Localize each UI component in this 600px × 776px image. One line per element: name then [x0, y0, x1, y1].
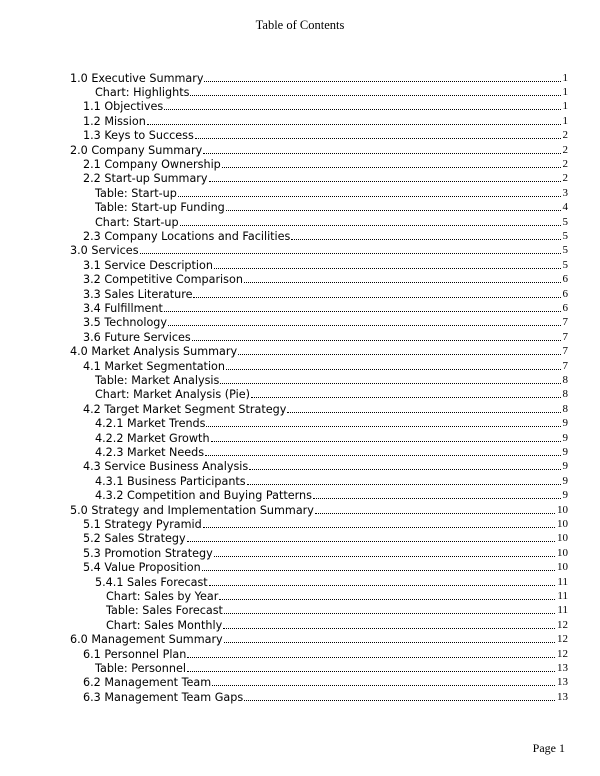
dot-leader — [226, 210, 561, 211]
toc-entry[interactable] — [83, 113, 568, 128]
toc-entry-page: 5 — [562, 229, 568, 242]
toc-entry-page: 7 — [562, 359, 568, 372]
toc-entry[interactable] — [106, 603, 568, 618]
toc-entry-page: 9 — [562, 417, 568, 430]
toc-entry[interactable] — [83, 401, 568, 416]
toc-entry-page: 9 — [562, 445, 568, 458]
toc-entry-label: Chart: Highlights — [95, 85, 190, 99]
toc-entry-label: Chart: Sales by Year — [106, 589, 219, 603]
toc-entry[interactable] — [83, 128, 568, 143]
dot-leader — [202, 570, 555, 571]
toc-entry[interactable] — [95, 430, 568, 445]
dot-leader — [214, 268, 561, 269]
toc-entry[interactable] — [70, 632, 568, 647]
toc-entry-label: 5.4 Value Proposition — [83, 561, 201, 575]
toc-entry[interactable] — [83, 689, 568, 704]
toc-entry-label: Table: Start-up — [95, 186, 177, 200]
toc-entry[interactable] — [83, 560, 568, 575]
toc-entry-label: 3.4 Fulfillment — [83, 301, 163, 315]
toc-entry[interactable] — [95, 574, 568, 589]
dot-leader — [247, 484, 561, 485]
toc-entry-page: 10 — [557, 517, 568, 530]
toc-entry-label: 3.3 Sales Literature — [83, 287, 193, 301]
toc-entry-page: 9 — [562, 431, 568, 444]
dot-leader — [168, 325, 560, 326]
toc-entry-page: 8 — [562, 373, 568, 386]
toc-entry-label: 3.0 Services — [70, 244, 139, 258]
toc-entry[interactable] — [70, 243, 568, 258]
toc-entry-label: 4.1 Market Segmentation — [83, 359, 225, 373]
dot-leader — [211, 441, 561, 442]
toc-entry[interactable] — [83, 459, 568, 474]
toc-entry[interactable] — [95, 444, 568, 459]
toc-entry[interactable] — [83, 99, 568, 114]
toc-entry-page: 11 — [557, 575, 568, 588]
toc-entry-label: 2.3 Company Locations and Facilities — [83, 229, 291, 243]
dot-leader — [147, 124, 561, 125]
dot-leader — [224, 613, 555, 614]
dot-leader — [204, 81, 560, 82]
toc-entry-page: 10 — [557, 546, 568, 559]
toc-entry-page: 5 — [562, 215, 568, 228]
toc-entry-page: 2 — [562, 129, 568, 142]
toc-entry-page: 2 — [562, 172, 568, 185]
toc-entry[interactable] — [95, 387, 568, 402]
toc-entry[interactable] — [95, 214, 568, 229]
toc-entry-label: Table: Market Analysis — [95, 373, 220, 387]
toc-entry-label: 5.3 Promotion Strategy — [83, 546, 213, 560]
toc-entry-page: 13 — [557, 690, 568, 703]
toc-entry-page: 6 — [562, 287, 568, 300]
toc-entry-page: 3 — [562, 186, 568, 199]
toc-entry[interactable] — [70, 142, 568, 157]
toc-entry[interactable] — [83, 228, 568, 243]
toc-entry[interactable] — [95, 488, 568, 503]
toc-entry[interactable] — [95, 473, 568, 488]
toc-entry[interactable] — [83, 156, 568, 171]
toc-entry-label: 2.0 Company Summary — [70, 143, 203, 157]
toc-entry-label: 1.2 Mission — [83, 114, 146, 128]
toc-entry-label: 1.1 Objectives — [83, 100, 164, 114]
toc-entry-page: 7 — [562, 345, 568, 358]
toc-entry-label: 5.1 Strategy Pyramid — [83, 517, 202, 531]
toc-entry-label: 4.0 Market Analysis Summary — [70, 345, 238, 359]
dot-leader — [287, 412, 560, 413]
dot-leader — [244, 282, 561, 283]
dot-leader — [190, 95, 560, 96]
dot-leader — [313, 498, 561, 499]
dot-leader — [219, 599, 555, 600]
toc-entry[interactable] — [83, 358, 568, 373]
toc-entry-label: 4.3.2 Competition and Buying Patterns — [95, 489, 312, 503]
toc-entry-page: 2 — [562, 143, 568, 156]
toc-entry[interactable] — [83, 675, 568, 690]
dot-leader — [187, 657, 555, 658]
toc-entry-label: Chart: Sales Monthly — [106, 618, 223, 632]
toc-entry[interactable] — [95, 660, 568, 675]
toc-entry-page: 12 — [557, 647, 568, 660]
toc-entry-label: 6.3 Management Team Gaps — [83, 690, 244, 704]
toc-entry-label: 5.4.1 Sales Forecast — [95, 575, 208, 589]
toc-entry[interactable] — [95, 416, 568, 431]
toc-entry-page: 1 — [562, 71, 568, 84]
dot-leader — [203, 153, 560, 154]
dot-leader — [251, 397, 561, 398]
toc-entry[interactable] — [83, 286, 568, 301]
dot-leader — [192, 340, 561, 341]
toc-entry-page: 11 — [557, 604, 568, 617]
dot-leader — [195, 138, 561, 139]
dot-leader — [238, 354, 560, 355]
dot-leader — [206, 426, 560, 427]
page-title: Table of Contents — [255, 18, 345, 32]
toc-entry-page: 10 — [557, 503, 568, 516]
toc-entry-label: 4.2.2 Market Growth — [95, 431, 210, 445]
toc-entry-label: 4.2.1 Market Trends — [95, 417, 206, 431]
dot-leader — [249, 469, 560, 470]
toc-entry[interactable] — [83, 315, 568, 330]
dot-leader — [291, 239, 560, 240]
toc-entry-label: 3.5 Technology — [83, 316, 168, 330]
toc-entry-label: Table: Sales Forecast — [106, 604, 223, 618]
toc-entry-page: 13 — [557, 676, 568, 689]
toc-entry[interactable] — [83, 300, 568, 315]
toc-entry[interactable] — [83, 531, 568, 546]
dot-leader — [164, 311, 561, 312]
toc-entry-label: 3.2 Competitive Comparison — [83, 273, 243, 287]
dot-leader — [224, 642, 555, 643]
toc-entry-page: 10 — [557, 561, 568, 574]
toc-entry-label: 6.1 Personnel Plan — [83, 647, 187, 661]
toc-entry-page: 9 — [562, 460, 568, 473]
dot-leader — [178, 196, 561, 197]
toc-entry-label: 2.2 Start-up Summary — [83, 172, 208, 186]
toc-entry-page: 2 — [562, 157, 568, 170]
dot-leader — [193, 297, 560, 298]
toc-entry[interactable] — [83, 545, 568, 560]
toc-entry[interactable] — [70, 70, 568, 85]
dot-leader — [187, 541, 555, 542]
toc-entry-page: 12 — [557, 618, 568, 631]
toc-entry-page: 7 — [562, 330, 568, 343]
toc-entry[interactable] — [83, 329, 568, 344]
toc-entry-page: 13 — [557, 661, 568, 674]
dot-leader — [209, 181, 561, 182]
toc-entry[interactable] — [95, 185, 568, 200]
toc-entry[interactable] — [83, 257, 568, 272]
toc-entry-label: 2.1 Company Ownership — [83, 157, 221, 171]
dot-leader — [214, 556, 555, 557]
toc-entry[interactable] — [95, 200, 568, 215]
toc-entry-label: 5.2 Sales Strategy — [83, 532, 186, 546]
toc-entry-page: 1 — [562, 85, 568, 98]
toc-entry-page: 12 — [557, 633, 568, 646]
toc-entry-label: 5.0 Strategy and Implementation Summary — [70, 503, 314, 517]
toc-entry-page: 5 — [562, 258, 568, 271]
toc-entry-page: 8 — [562, 388, 568, 401]
toc-entry-page: 1 — [562, 100, 568, 113]
dot-leader — [205, 455, 560, 456]
toc-entry[interactable] — [70, 344, 568, 359]
toc-entry-page: 8 — [562, 402, 568, 415]
page-number-footer: Page 1 — [532, 741, 565, 755]
dot-leader — [226, 369, 561, 370]
toc-entry[interactable] — [106, 588, 568, 603]
dot-leader — [222, 167, 561, 168]
toc-entry-label: 3.1 Service Description — [83, 258, 213, 272]
toc-entry[interactable] — [70, 502, 568, 517]
dot-leader — [220, 383, 560, 384]
toc-entry[interactable] — [106, 617, 568, 632]
toc-entry-page: 9 — [562, 474, 568, 487]
dot-leader — [164, 109, 560, 110]
dot-leader — [140, 253, 561, 254]
toc-entry-label: 6.2 Management Team — [83, 676, 212, 690]
toc-entry-label: 1.0 Executive Summary — [70, 71, 204, 85]
toc-entry-page: 10 — [557, 532, 568, 545]
toc-entry[interactable] — [83, 516, 568, 531]
toc-entry-label: Chart: Start-up — [95, 215, 179, 229]
toc-entry-label: Chart: Market Analysis (Pie) — [95, 388, 250, 402]
dot-leader — [315, 513, 555, 514]
toc-entry[interactable] — [83, 646, 568, 661]
toc-entry-page: 6 — [562, 273, 568, 286]
toc-entry-page: 6 — [562, 301, 568, 314]
toc-entry-label: 4.2.3 Market Needs — [95, 445, 205, 459]
toc-entry-page: 7 — [562, 316, 568, 329]
toc-entry-page: 11 — [557, 589, 568, 602]
toc-entry-label: 4.2 Target Market Segment Strategy — [83, 402, 287, 416]
dot-leader — [223, 628, 555, 629]
toc-entry-page: 9 — [562, 489, 568, 502]
toc-entry-label: 6.0 Management Summary — [70, 633, 223, 647]
toc-entry-page: 4 — [562, 201, 568, 214]
dot-leader — [209, 585, 556, 586]
toc-entry-label: 4.3.1 Business Participants — [95, 474, 246, 488]
toc-entry[interactable] — [95, 372, 568, 387]
toc-entry-page: 5 — [562, 244, 568, 257]
dot-leader — [187, 671, 555, 672]
toc-entry[interactable] — [95, 84, 568, 99]
toc-entry[interactable] — [83, 272, 568, 287]
toc-entry-label: Table: Personnel — [95, 661, 186, 675]
toc-entry-label: 3.6 Future Services — [83, 330, 191, 344]
dot-leader — [212, 685, 555, 686]
toc-entry[interactable] — [83, 171, 568, 186]
dot-leader — [180, 225, 561, 226]
toc-entry-page: 1 — [562, 114, 568, 127]
toc-entry-label: Table: Start-up Funding — [95, 201, 225, 215]
dot-leader — [203, 527, 555, 528]
toc-entry-label: 4.3 Service Business Analysis — [83, 460, 249, 474]
dot-leader — [244, 700, 555, 701]
toc-entry-label: 1.3 Keys to Success — [83, 129, 194, 143]
